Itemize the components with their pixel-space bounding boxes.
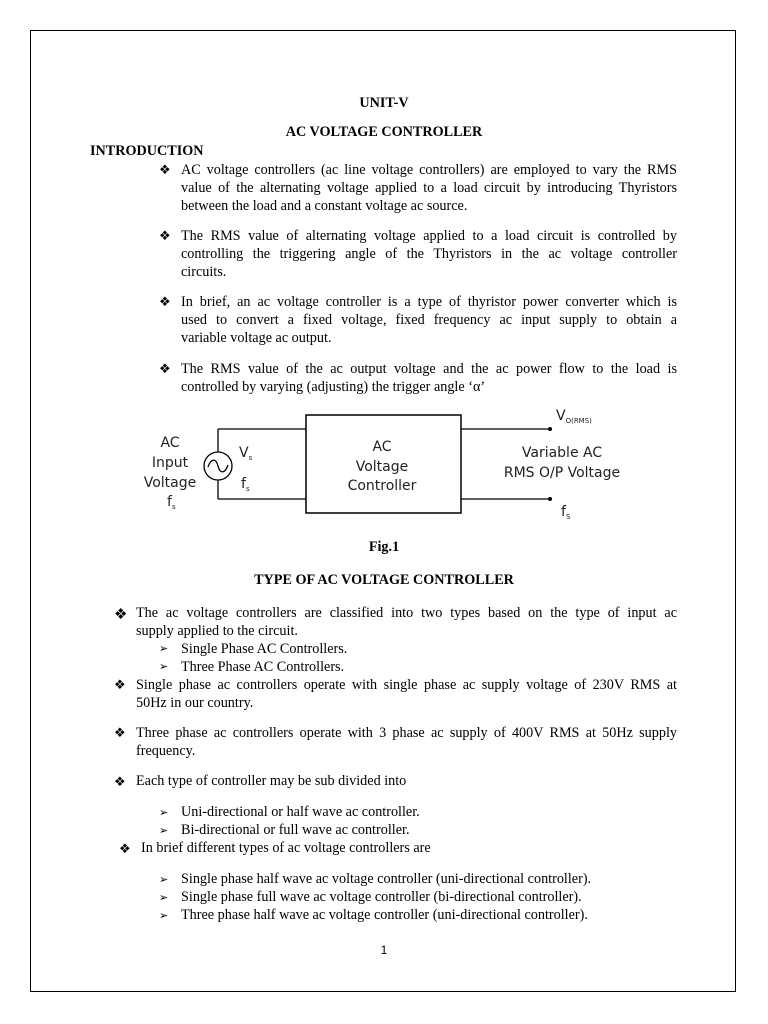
diamond-bullet-icon: ❖ [159, 228, 171, 243]
list-item: Single phase half wave ac voltage controller (uni-directional controller). [181, 871, 592, 887]
block-diagram [130, 400, 650, 530]
figure-caption: Fig.1 [368, 539, 400, 555]
list-item: Three phase ac controllers operate with 3 phase ac supply of 400V RMS at 50Hz supply frequency. [136, 725, 677, 760]
list-item: Single phase ac controllers operate with single phase ac supply voltage of 230V RMS at 50Hz in our country. [136, 677, 677, 712]
output-voltage-label: $V_{O(RMS)}$ [556, 408, 592, 425]
section-heading: INTRODUCTION [90, 143, 204, 159]
controller-label-line: Voltage [355, 459, 409, 475]
controller-label-line: AC [372, 439, 392, 455]
page-number: 1 [380, 943, 388, 957]
input-label-line: AC [160, 435, 180, 451]
diamond-bullet-icon: ❖ [159, 162, 171, 177]
input-label-line: Input [151, 455, 189, 471]
diamond-bullet-icon: ❖ [159, 361, 171, 376]
controller-label-line: Controller [347, 478, 417, 494]
input-label-line: Voltage [143, 475, 197, 491]
arrow-bullet-icon: ➢ [159, 643, 169, 655]
list-item: The ac voltage controllers are classified into two types based on the type of input ac supply applied to the circuit. [136, 605, 677, 640]
arrow-bullet-icon: ➢ [159, 874, 169, 886]
list-item: Bi-directional or full wave ac controller. [181, 822, 410, 838]
arrow-bullet-icon: ➢ [159, 807, 169, 819]
output-label-line: Variable AC [521, 445, 603, 461]
fs-label: $f_s$ [241, 476, 250, 493]
arrow-bullet-icon: ➢ [159, 825, 169, 837]
output-frequency-label: $f_S$ [561, 504, 571, 521]
unit-heading: UNIT-V [359, 95, 409, 111]
arrow-bullet-icon: ➢ [159, 892, 169, 904]
diamond-bullet-icon: ❖ [119, 841, 131, 856]
output-label-line: RMS O/P Voltage [503, 465, 621, 481]
diamond-bullet-icon: ❖ [114, 725, 126, 740]
list-item: Single Phase AC Controllers. [181, 641, 348, 657]
list-item: Single phase full wave ac voltage controller (bi-directional controller). [181, 889, 582, 905]
section-heading-types: TYPE OF AC VOLTAGE CONTROLLER [254, 572, 514, 588]
output-terminal [548, 497, 552, 501]
arrow-bullet-icon: ➢ [159, 661, 169, 673]
list-item: Three Phase AC Controllers. [181, 659, 345, 675]
diamond-bullet-icon: ❖ [114, 774, 126, 789]
list-item: In brief different types of ac voltage controllers are [141, 840, 431, 856]
input-frequency-label: $f_s$ [167, 494, 176, 511]
diamond-bullet-icon: ❖ [114, 677, 126, 692]
list-item: Uni-directional or half wave ac controller. [181, 804, 420, 820]
vs-label: $V_s$ [239, 445, 253, 462]
diamond-bullet-icon: ❖ [114, 607, 128, 623]
arrow-bullet-icon: ➢ [159, 910, 169, 922]
list-item: Each type of controller may be sub divided into [136, 773, 407, 789]
output-terminal [548, 427, 552, 431]
diamond-bullet-icon: ❖ [159, 294, 171, 309]
list-item: Three phase half wave ac voltage controller (uni-directional controller). [181, 907, 588, 923]
page-title: AC VOLTAGE CONTROLLER [285, 124, 483, 140]
